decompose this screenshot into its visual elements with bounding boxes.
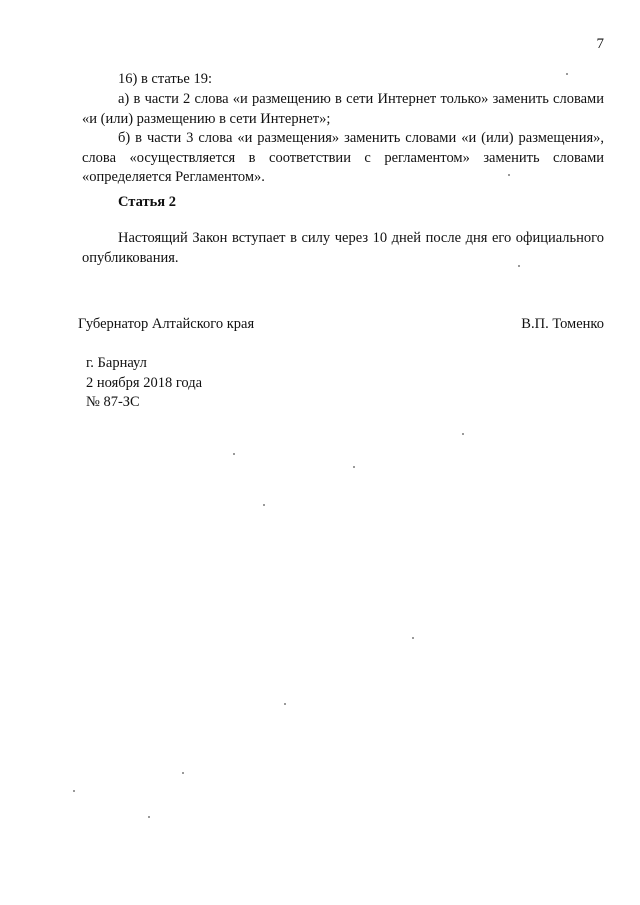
scan-speck bbox=[412, 637, 414, 639]
scan-speck bbox=[566, 73, 568, 75]
place-date-block bbox=[86, 354, 202, 413]
article-2-text: Настоящий Закон вступает в силу через 10 дней после дня его официального опубликования. bbox=[82, 230, 604, 266]
amendment-subitem-b: б) в части 3 слова «и размещения» заменить словами «и (или) размещения», слова «осуществляется в соответствии с регламентом» заменить словами «определяется Регламентом». bbox=[82, 130, 604, 185]
scan-speck bbox=[263, 504, 265, 506]
scan-speck bbox=[518, 265, 520, 267]
city: г. Барнаул bbox=[86, 355, 147, 371]
article-2-title: Статья 2 bbox=[118, 194, 176, 210]
scan-speck bbox=[284, 703, 286, 705]
scan-speck bbox=[508, 174, 510, 176]
scan-speck bbox=[462, 433, 464, 435]
page-number: 7 bbox=[596, 36, 604, 52]
signatory-name: В.П. Томенко bbox=[521, 316, 604, 332]
law-number: № 87-ЗС bbox=[86, 394, 140, 410]
scan-speck bbox=[233, 453, 235, 455]
signing-date: 2 ноября 2018 года bbox=[86, 374, 203, 391]
scan-speck bbox=[73, 790, 75, 792]
amendment-item-16: 16) в статье 19: bbox=[118, 71, 212, 87]
amendment-subitem-a: а) в части 2 слова «и размещению в сети Интернет только» заменить словами «и (или) размещению в сети Интернет»; bbox=[82, 91, 604, 127]
signature-row bbox=[78, 316, 604, 333]
signatory-position: Губернатор Алтайского края bbox=[78, 316, 255, 332]
scan-speck bbox=[353, 466, 355, 468]
scan-speck bbox=[148, 816, 150, 818]
scan-speck bbox=[182, 772, 184, 774]
